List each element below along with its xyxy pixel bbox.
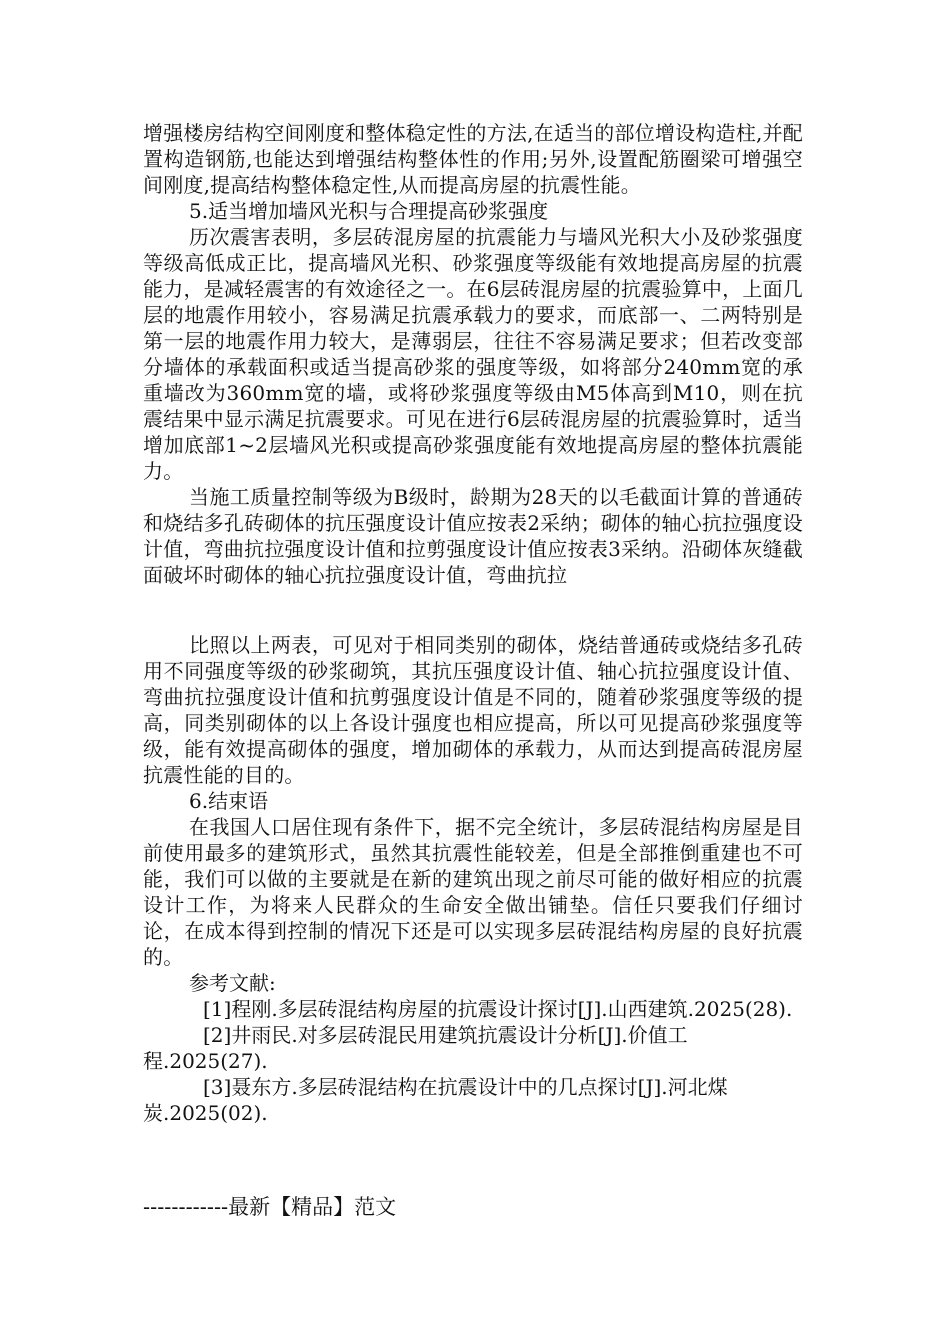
footer-label: ------------最新【精品】范文 bbox=[143, 1195, 397, 1219]
references-title: 参考文献: bbox=[189, 971, 276, 995]
reference-item-2: [2]井雨民.对多层砖混民用建筑抗震设计分析[J].价值工程.2025(27). bbox=[143, 1023, 688, 1073]
paragraph-earthquake-damage: 历次震害表明，多层砖混房屋的抗震能力与墙风光积大小及砂浆强度等级高低成正比，提高墙风光积、砂浆强度等级能有效地提高房屋的抗震能力，是减轻震害的有效途径之一。在6层砖混房屋的抗震验算中，上面几层的地震作用较小，容易满足抗震承载力的要求，而底部一、二两特别是第一层的地震作用力较大，是薄弱层，往往不容易满足要求；但若改变部分墙体的承载面积或适当提高砂浆的强度等级，如将部分240mm宽的承重墙改为360mm宽的墙，或将砂浆强度等级由M5体高到M10，则在抗震结果中显示满足抗震要求。可见在进行6层砖混房屋的抗震验算时，适当增加底部1~2层墙风光积或提高砂浆强度能有效地提高房屋的整体抗震能力。 bbox=[143, 225, 803, 483]
reference-item-1: [1]程刚.多层砖混结构房屋的抗震设计探讨[J].山西建筑.2025(28). bbox=[203, 997, 793, 1021]
paragraph-table-comparison: 比照以上两表，可见对于相同类别的砌体，烧结普通砖或烧结多孔砖用不同强度等级的砂浆砌筑，其抗压强度设计值、轴心抗拉强度设计值、弯曲抗拉强度设计值和抗剪强度设计值是不同的，随着砂浆强度等级的提高，同类别砌体的以上各设计强度也相应提高，所以可见提高砂浆强度等级，能有效提高砌体的强度，增加砌体的承载力，从而达到提高砖混房屋抗震性能的目的。 bbox=[143, 633, 803, 787]
paragraph-structural-integrity: 增强楼房结构空间刚度和整体稳定性的方法,在适当的部位增设构造柱,并配置构造钢筋,也能达到增强结构整体性的作用;另外,设置配筋圈梁可增强空间刚度,提高结构整体稳定性,从而提高房屋的抗震性能。 bbox=[143, 121, 803, 197]
table-gap bbox=[143, 588, 803, 632]
paragraph-construction-quality: 当施工质量控制等级为B级时，龄期为28天的以毛截面计算的普通砖和烧结多孔砖砌体的抗压强度设计值应按表2采纳；砌体的轴心抗拉强度设计值，弯曲抗拉强度设计值和拉剪强度设计值应按表3采纳。沿砌体灰缝截面破坏时砌体的轴心抗拉强度设计值，弯曲抗拉 bbox=[143, 485, 803, 587]
reference-item-3: [3]聂东方.多层砖混结构在抗震设计中的几点探讨[J].河北煤炭.2025(02). bbox=[143, 1075, 728, 1125]
section-heading-5: 5.适当增加墙风光积与合理提高砂浆强度 bbox=[189, 199, 549, 223]
paragraph-conclusion: 在我国人口居住现有条件下，据不完全统计，多层砖混结构房屋是目前使用最多的建筑形式，虽然其抗震性能较差，但是全部推倒重建也不可能，我们可以做的主要就是在新的建筑出现之前尽可能的做好相应的抗震设计工作，为将来人民群众的生命安全做出铺垫。信任只要我们仔细讨论，在成本得到控制的情况下还是可以实现多层砖混结构房屋的良好抗震的。 bbox=[143, 815, 803, 969]
section-heading-6: 6.结束语 bbox=[189, 789, 269, 813]
document-body bbox=[143, 120, 803, 1126]
